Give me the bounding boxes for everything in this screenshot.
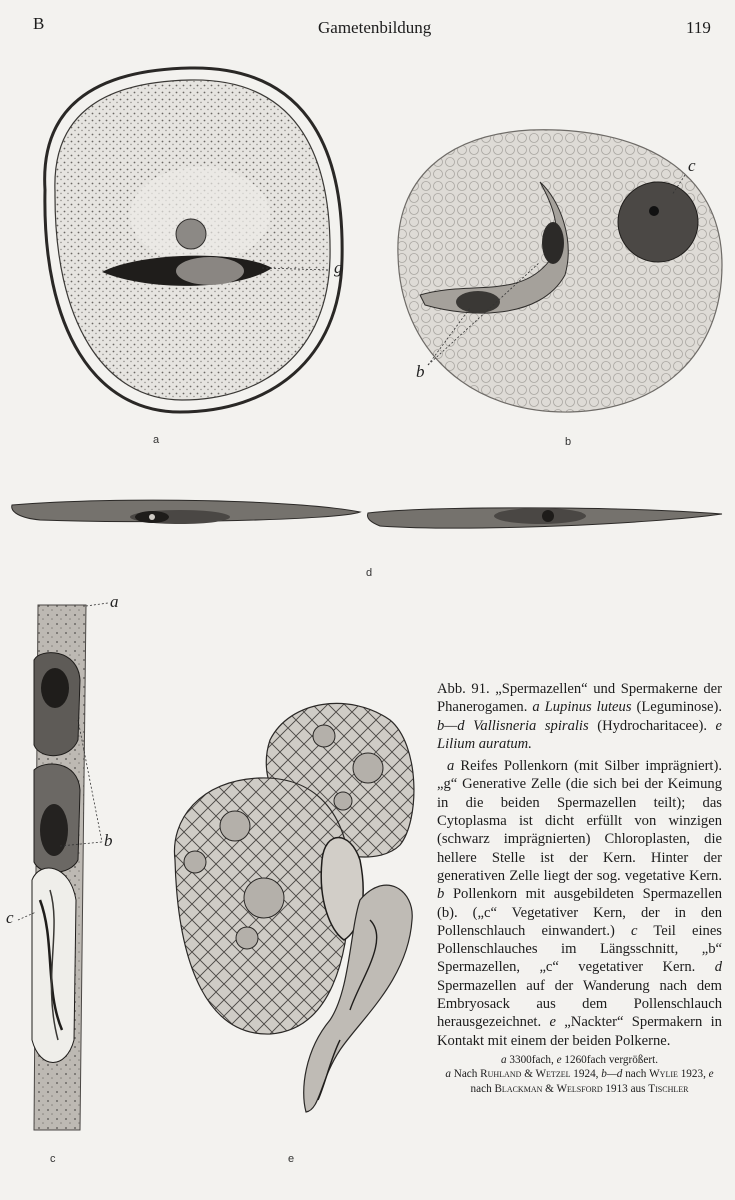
- src-bd-pre: nach: [625, 1068, 647, 1081]
- pointer-label-b-panel-c: b: [104, 831, 113, 850]
- caption-body-letter-b: b: [437, 886, 445, 903]
- caption-body-letter-d: d: [714, 959, 722, 976]
- src-letter-e: e: [708, 1068, 714, 1081]
- src-a-year: 1924,: [573, 1068, 599, 1081]
- src-bd-year: 1923,: [680, 1068, 706, 1081]
- src-a-authors: Ruhland & Wetzel: [480, 1068, 571, 1081]
- src-letter-a: a: [445, 1068, 451, 1081]
- panel-label-d: d: [366, 567, 373, 579]
- mag-letter-a: a: [501, 1053, 507, 1066]
- src-letters-bd: b—d: [601, 1068, 623, 1081]
- section-letter: B: [33, 14, 45, 33]
- pointer-label-c-panel-b: c: [688, 156, 696, 175]
- caption-title-text: Abb. 91. „Spermazellen“ und Spermakerne der Phanerogamen.: [437, 681, 722, 716]
- caption-magnification: [437, 1053, 722, 1067]
- caption-body-letter-e: e: [549, 1014, 556, 1031]
- figure-caption: [437, 680, 722, 1096]
- src-bd-author: Wylie: [649, 1068, 678, 1081]
- panel-b-pollen-grain: [398, 130, 722, 412]
- mag-a-text: 3300fach,: [509, 1053, 554, 1066]
- panel-c-pollen-tube: [18, 603, 108, 1130]
- panel-label-c: c: [50, 1153, 56, 1165]
- caption-family-hydrocharitacee: (Hydrocharitacee).: [597, 717, 707, 734]
- caption-body-letter-a: a: [447, 758, 455, 775]
- caption-body: [437, 757, 722, 1050]
- caption-body-a: Reifes Pollenkorn (mit Silber imprägniert). „g“ Generative Zelle (die sich bei der Keimung in die beiden Spermazellen teilt); das Cytoplasma ist dicht erfüllt von winzigen (schwarz imprägnierten) Chloroplasten, die hellere Stelle ist der Kern. Hinter der generativen Zelle liegt der sog. vegetative Kern.: [437, 758, 722, 884]
- running-title: Gametenbildung: [318, 18, 432, 37]
- caption-body-e: „Nackter“ Spermakern in Kontakt mit einem der beiden Polkerne.: [437, 1014, 722, 1049]
- caption-body-d: Spermazellen auf der Wanderung nach dem Embryosack aus dem Pollenschlauch herausgezeichnet.: [437, 977, 722, 1031]
- pointer-label-a-panel-c: a: [110, 592, 119, 611]
- caption-title-letter-a: a: [532, 699, 540, 716]
- caption-family-leguminose: (Leguminose).: [636, 699, 723, 716]
- pointer-label-c-panel-c: c: [6, 908, 14, 927]
- caption-species-lilium: Lilium auratum.: [437, 735, 532, 752]
- src-a-pre: Nach: [453, 1068, 478, 1081]
- src-e-pre: nach: [470, 1082, 492, 1095]
- caption-species-lupinus: Lupinus luteus: [544, 699, 632, 716]
- pointer-label-b-panel-b: b: [416, 362, 425, 381]
- pointer-label-g: g: [334, 258, 343, 277]
- panel-label-a: a: [153, 434, 160, 446]
- caption-title: [437, 680, 722, 753]
- src-e-year: 1913 aus: [605, 1082, 646, 1095]
- src-e-author2: Tischler: [648, 1082, 689, 1095]
- caption-body-b: Pollenkorn mit ausgebildeten Spermazellen (b). („c“ Vegetativer Kern, der in den Pollenschlauch einwandert.): [437, 886, 722, 939]
- page-number: 119: [686, 18, 711, 37]
- mag-e-text: 1260fach vergrößert.: [564, 1053, 658, 1066]
- caption-title-letter-e: e: [715, 717, 723, 734]
- caption-species-vallisneria: Vallisneria spiralis: [473, 717, 589, 734]
- src-e-authors: Blackman & Welsford: [494, 1082, 603, 1095]
- panel-e-polar-nuclei: [174, 703, 413, 1112]
- panel-label-b: b: [565, 436, 572, 448]
- caption-title-letters-bd: b—d: [437, 717, 465, 734]
- panel-d-sperm-cells: [12, 500, 722, 528]
- caption-sources: [437, 1067, 722, 1096]
- mag-letter-e: e: [556, 1053, 562, 1066]
- caption-body-c: Teil eines Pollenschlauches im Längsschnitt, „b“ Spermazellen, „c“ vegetativer Kern.: [437, 922, 722, 976]
- panel-label-e: e: [288, 1153, 295, 1165]
- caption-body-letter-c: c: [631, 922, 638, 939]
- panel-a-pollen-grain: [45, 68, 342, 412]
